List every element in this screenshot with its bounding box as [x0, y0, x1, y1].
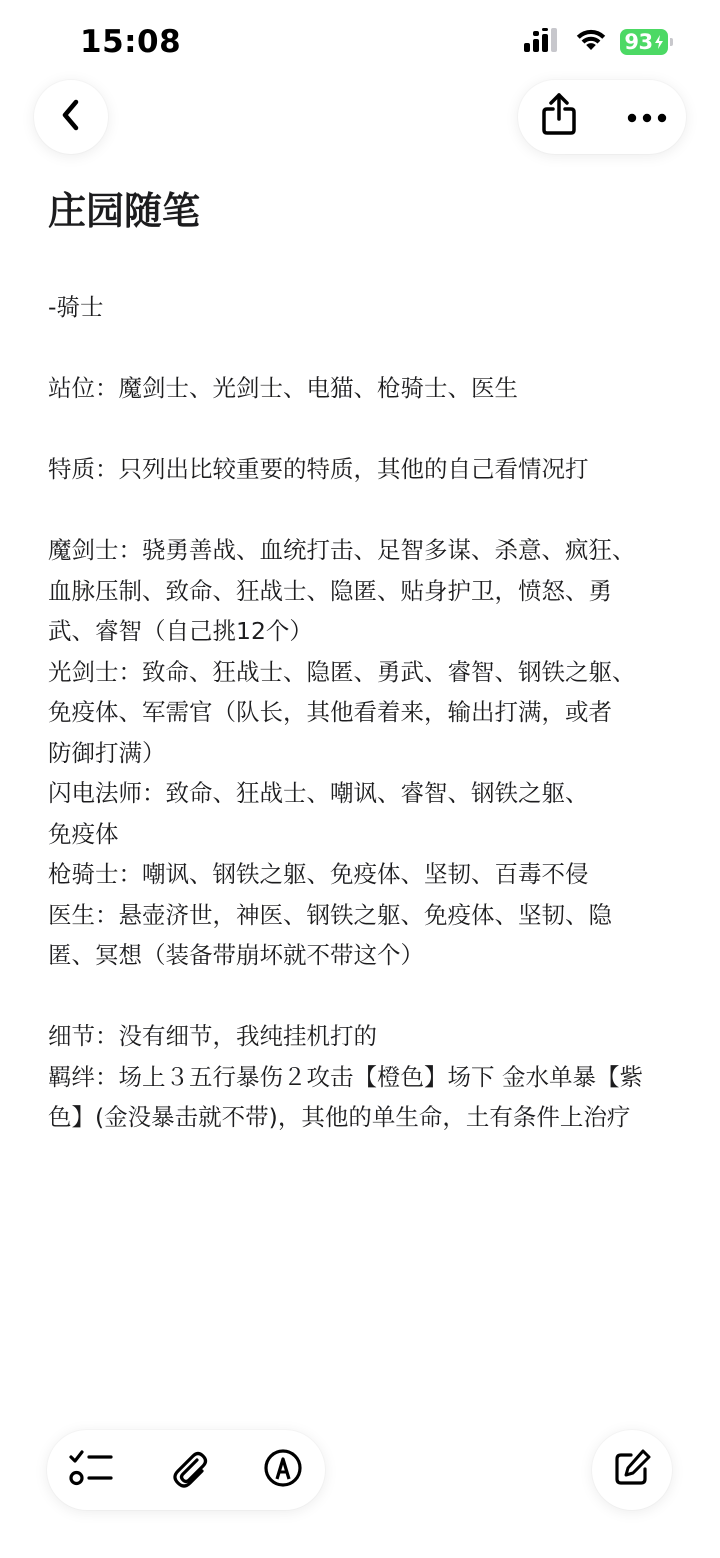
note-title[interactable]: 庄园随笔	[48, 189, 201, 233]
note-line: 防御打满）	[48, 738, 166, 767]
chevron-left-icon	[59, 97, 83, 137]
note-line: 站位：魔剑士、光剑士、电猫、枪骑士、医生	[48, 374, 518, 402]
status-icons	[524, 28, 668, 56]
back-button[interactable]	[34, 80, 108, 154]
note-line: 匿、冥想（装备带崩坏就不带这个）	[48, 941, 424, 969]
markup-button[interactable]	[261, 1448, 305, 1492]
share-button[interactable]	[538, 92, 580, 140]
battery-icon	[620, 29, 668, 55]
attachment-button[interactable]	[168, 1448, 212, 1492]
paperclip-icon	[170, 1448, 210, 1492]
note-line	[48, 328, 678, 369]
note-line: 光剑士：致命、狂战士、隐匿、勇武、睿智、钢铁之躯、	[48, 657, 636, 686]
battery-level: 93	[624, 30, 653, 54]
status-time: 15:08	[80, 24, 182, 60]
pen-markup-icon	[263, 1448, 303, 1492]
compose-icon	[612, 1448, 652, 1492]
note-line: 免疫体、军需官（队长，其他看着来，输出打满，或者	[48, 698, 612, 726]
ellipsis-icon	[627, 108, 667, 127]
note-line	[48, 976, 678, 1017]
note-line: 羁绊：场上３五行暴伤２攻击【橙色】场下 金水单暴【紫	[48, 1062, 643, 1091]
note-line: 武、睿智（自己挑12个）	[48, 617, 313, 645]
note-line: -骑士	[48, 293, 104, 321]
checklist-button[interactable]	[69, 1448, 113, 1492]
note-line: 枪骑士：嘲讽、钢铁之躯、免疫体、坚韧、百毒不侵	[48, 860, 589, 888]
note-line: 特质：只列出比较重要的特质，其他的自己看情况打	[48, 455, 589, 483]
share-icon	[541, 92, 577, 140]
note-line: 色】(金没暴击就不带)，其他的单生命，土有条件上治疗	[48, 1103, 631, 1131]
note-line: 医生：悬壶济世，神医、钢铁之躯、免疫体、坚韧、隐	[48, 900, 612, 929]
note-line	[48, 490, 678, 531]
checklist-icon	[69, 1448, 113, 1492]
note-line: 细节：没有细节，我纯挂机打的	[48, 1022, 377, 1050]
note-line: 闪电法师：致命、狂战士、嘲讽、睿智、钢铁之躯、	[48, 779, 589, 807]
bottom-toolbar	[47, 1430, 325, 1510]
note-line: 魔剑士：骁勇善战、血统打击、足智多谋、杀意、疯狂、	[48, 536, 636, 564]
compose-button[interactable]	[592, 1430, 672, 1510]
note-line: 免疫体	[48, 819, 119, 848]
top-actions-group	[518, 80, 686, 154]
note-line	[48, 409, 678, 450]
note-line: 血脉压制、致命、狂战士、隐匿、贴身护卫，愤怒、勇	[48, 576, 612, 605]
wifi-icon	[574, 28, 608, 56]
note-body[interactable]	[48, 287, 678, 1138]
more-button[interactable]	[622, 96, 672, 138]
signal-icon	[524, 28, 562, 56]
